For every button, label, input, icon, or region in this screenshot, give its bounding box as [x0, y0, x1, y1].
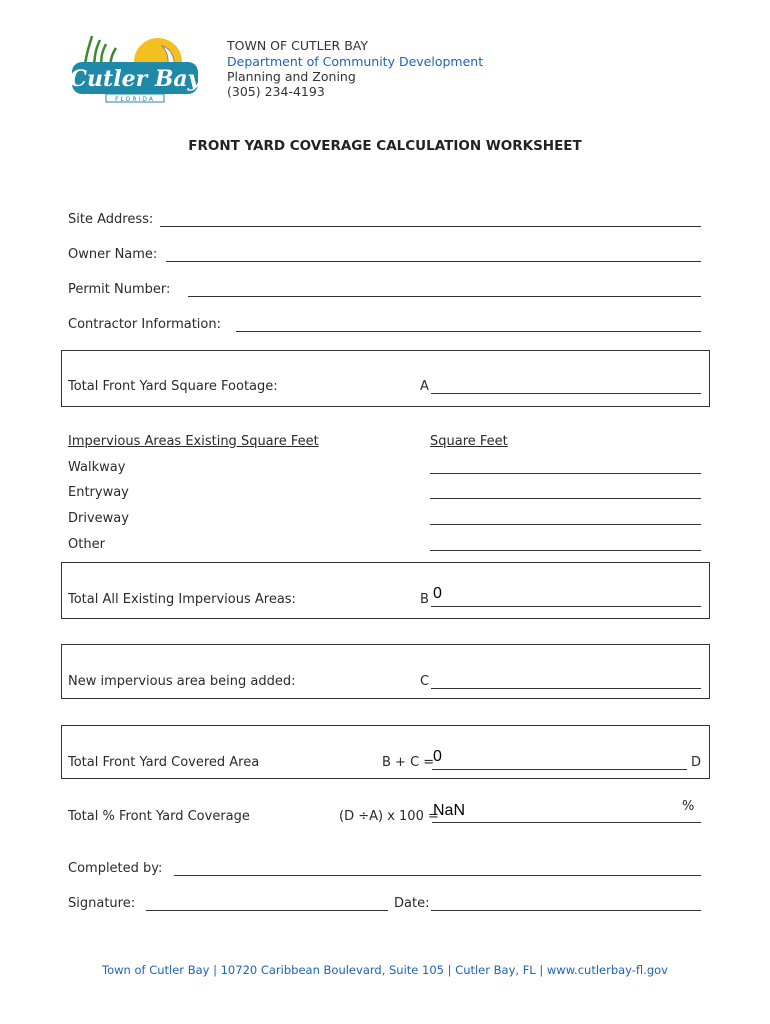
- signature-field[interactable]: [146, 910, 388, 911]
- letter-d: D: [691, 755, 702, 770]
- letter-b: B: [420, 592, 429, 607]
- permit-number-field[interactable]: [188, 296, 701, 297]
- signature-label: Signature:: [68, 896, 136, 911]
- completed-by-field[interactable]: [174, 875, 701, 876]
- entryway-field[interactable]: [430, 498, 701, 499]
- coverage-value: NaN: [433, 802, 466, 819]
- total-existing-value: 0: [433, 585, 442, 602]
- driveway-label: Driveway: [68, 511, 129, 526]
- site-address-label: Site Address:: [68, 212, 154, 227]
- page-title: FRONT YARD COVERAGE CALCULATION WORKSHEET: [188, 138, 582, 154]
- department-name: Department of Community Development: [227, 54, 484, 69]
- total-existing-label: Total All Existing Impervious Areas:: [68, 592, 296, 607]
- completed-by-label: Completed by:: [68, 861, 163, 876]
- new-area-box: [61, 644, 710, 699]
- date-field[interactable]: [431, 910, 701, 911]
- coverage-formula: (D ÷A) x 100 =: [339, 809, 439, 824]
- total-existing-field[interactable]: [431, 606, 701, 607]
- logo-wordmark: Cutler Bay: [69, 66, 201, 92]
- letter-a: A: [420, 379, 429, 394]
- other-label: Other: [68, 537, 105, 552]
- date-label: Date:: [394, 896, 430, 911]
- entryway-label: Entryway: [68, 485, 129, 500]
- new-area-field[interactable]: [431, 688, 701, 689]
- phone-number: (305) 234-4193: [227, 84, 325, 99]
- division-name: Planning and Zoning: [227, 69, 356, 84]
- walkway-field[interactable]: [430, 473, 701, 474]
- covered-area-value: 0: [433, 748, 442, 765]
- other-field[interactable]: [430, 550, 701, 551]
- square-feet-heading: Square Feet: [430, 434, 508, 449]
- contractor-info-label: Contractor Information:: [68, 317, 221, 332]
- covered-formula: B + C =: [382, 755, 435, 770]
- coverage-label: Total % Front Yard Coverage: [68, 809, 250, 824]
- permit-number-label: Permit Number:: [68, 282, 171, 297]
- total-existing-box: [61, 562, 710, 619]
- owner-name-field[interactable]: [166, 261, 701, 262]
- logo-subtext: FLORIDA: [115, 96, 155, 103]
- contractor-info-field[interactable]: [236, 331, 701, 332]
- total-front-label: Total Front Yard Square Footage:: [68, 379, 278, 394]
- walkway-label: Walkway: [68, 460, 126, 475]
- impervious-heading: Impervious Areas Existing Square Feet: [68, 434, 319, 449]
- covered-area-field[interactable]: [432, 769, 687, 770]
- site-address-field[interactable]: [160, 226, 701, 227]
- footer-text: Town of Cutler Bay | 10720 Caribbean Boulevard, Suite 105 | Cutler Bay, FL | www.cutlerbay-fl.gov: [102, 963, 668, 977]
- org-name: TOWN OF CUTLER BAY: [227, 38, 368, 53]
- owner-name-label: Owner Name:: [68, 247, 158, 262]
- new-area-label: New impervious area being added:: [68, 674, 296, 689]
- driveway-field[interactable]: [430, 524, 701, 525]
- coverage-field[interactable]: [432, 822, 701, 823]
- total-front-field[interactable]: [431, 393, 701, 394]
- covered-area-label: Total Front Yard Covered Area: [68, 755, 260, 770]
- town-logo: [66, 32, 206, 108]
- letter-c: C: [420, 674, 430, 689]
- percent-sign: %: [682, 799, 695, 814]
